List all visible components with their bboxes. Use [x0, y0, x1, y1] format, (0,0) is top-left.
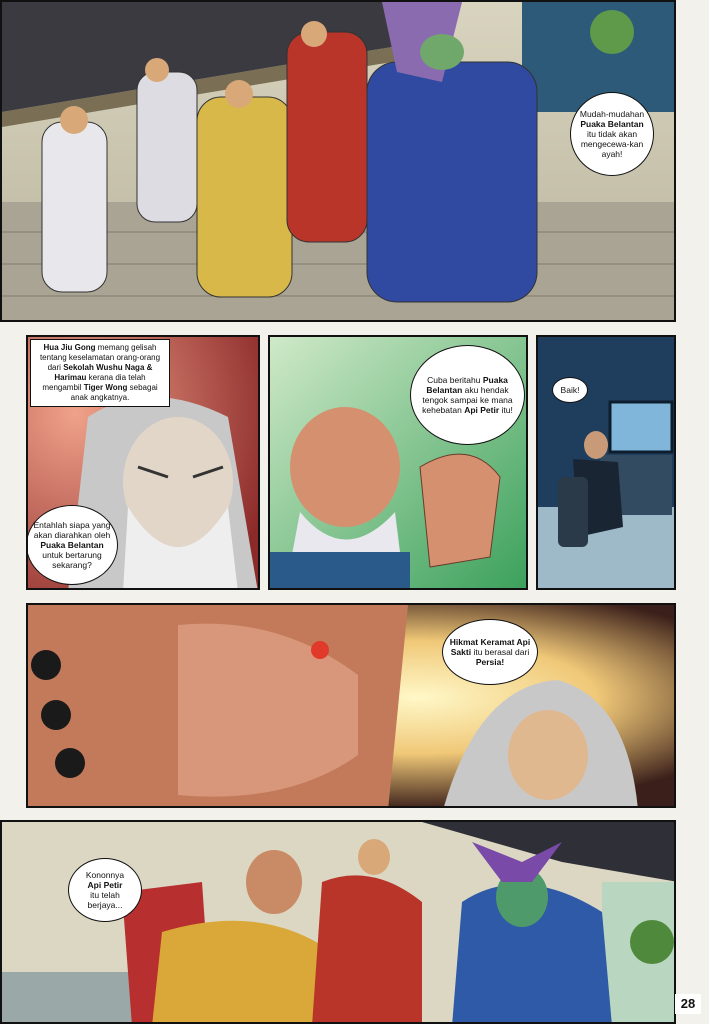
caption-name: Hua Jiu Gong	[43, 343, 96, 352]
bubble-text: Cuba beritahu	[427, 375, 481, 385]
panel-3-speech-bubble	[410, 345, 525, 445]
bubble-name: Persia!	[475, 657, 505, 667]
bubble-name: Puaka Belantan	[580, 119, 644, 129]
bubble-text: Mudah-mudahan	[579, 109, 645, 119]
panel-4-art	[538, 337, 676, 590]
panel-6	[0, 820, 676, 1024]
panel-4	[536, 335, 676, 590]
bubble-text: itu berasal dari	[473, 647, 530, 657]
bubble-name: Api Petir	[464, 405, 500, 415]
caption-text: memang gelisah tentang keselamatan orang-orang dari	[39, 343, 161, 372]
panel-4-speech-bubble	[552, 377, 588, 403]
bubble-text: untuk bertarung sekarang?	[42, 550, 102, 570]
caption-name: Tiger Wong	[83, 383, 128, 392]
bubble-name: Hikmat Keramat Api Sakti	[449, 637, 531, 657]
panel-2-narration-caption	[30, 339, 170, 407]
bubble-name: Puaka Belantan	[426, 375, 508, 395]
caption-text: sebagai anak angkatnya.	[70, 383, 158, 402]
bubble-name: Puaka Belantan	[40, 540, 104, 550]
bubble-text: aku hendak tengok sampai ke mana kehebatan	[422, 385, 513, 415]
bubble-text: itu!	[501, 405, 513, 415]
panel-1-art	[2, 2, 676, 322]
panel-3	[268, 335, 528, 590]
panel-1	[0, 0, 676, 322]
panel-6-speech-bubble	[68, 858, 142, 922]
bubble-text: itu telah berjaya...	[87, 890, 123, 910]
panel-5-speech-bubble	[442, 619, 538, 685]
bubble-text: Baik!	[560, 385, 580, 395]
page-number: 28	[675, 994, 701, 1014]
bubble-text: Entahlah siapa yang akan diarahkan oleh	[33, 520, 111, 540]
bubble-text: Kononnya	[85, 870, 125, 880]
caption-name: Sekolah Wushu Naga & Harimau	[54, 363, 153, 382]
bubble-text: itu tidak akan mengecewa-kan ayah!	[580, 129, 644, 159]
panel-5	[26, 603, 676, 808]
panel-6-art	[2, 822, 676, 1024]
bubble-name: Api Petir	[87, 880, 123, 890]
panel-2-speech-bubble	[26, 505, 118, 585]
panel-1-speech-bubble	[570, 92, 654, 176]
panel-2	[26, 335, 260, 590]
caption-text: kerana dia telah mengambil	[42, 373, 146, 392]
panel-5-art	[28, 605, 676, 808]
